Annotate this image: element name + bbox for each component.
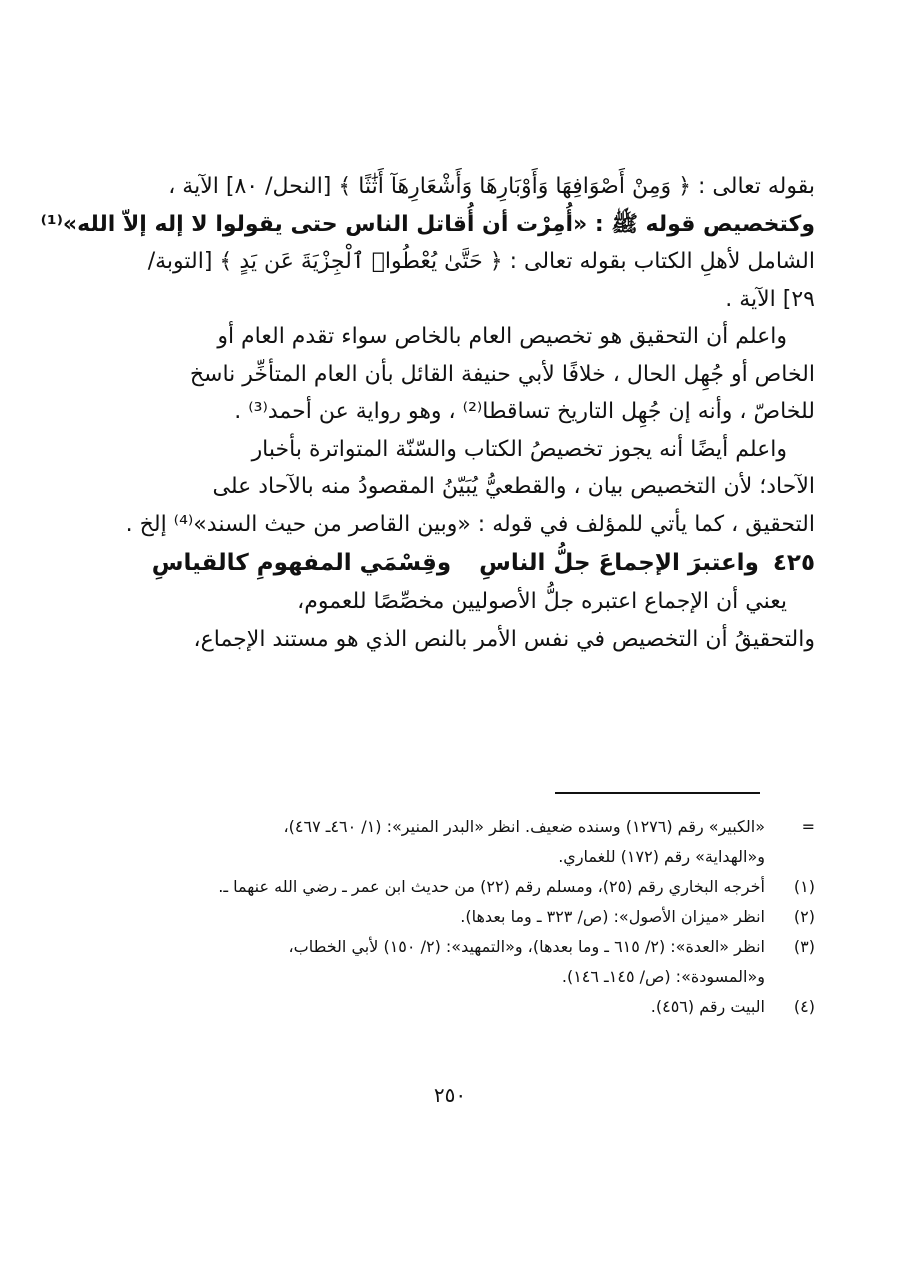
footnote-item (95, 842, 815, 872)
footnote-text: البيت رقم (٤٥٦). (650, 997, 765, 1016)
footnote-item (95, 812, 815, 842)
footnote-mark: (٣) (793, 937, 815, 956)
text-line-6: الخاص أو جُهِل الحال ، خلافًا لأبي حنيفة القائل بأن العام المتأخِّر ناسخ (189, 361, 815, 387)
text-line-9: الآحاد؛ لأن التخصيص بيان ، والقطعيُّ يُبَيّنُ المقصودُ منه بالآحاد على (212, 474, 815, 499)
footnote-mark: (٤) (793, 997, 815, 1016)
footnote-mark: (١) (793, 877, 815, 896)
text-line-3: الشامل لأهلِ الكتاب بقوله تعالى : ﴿ حَتَّىٰ يُعْطُوا۟ ٱلْجِزْيَةَ عَن يَدٍ ﴾ [التوبة/ (147, 249, 815, 274)
footnote-text: و«الهداية» رقم (١٧٢) للغماري. (558, 847, 765, 866)
footnote-text: و«المسودة»: (ص/ ١٤٥ـ ١٤٦). (561, 967, 765, 986)
text-line-5: واعلم أن التحقيق هو تخصيص العام بالخاص سواء تقدم العام أو (217, 324, 787, 349)
footnote-item (95, 872, 815, 902)
text-line-4: ٢٩] الآية . (725, 286, 815, 312)
footnote-item (95, 932, 815, 962)
footnote-mark: = (801, 817, 815, 836)
footnote-item (95, 962, 815, 992)
text-line-2: وكتخصيص قوله ﷺ : «أُمِرْت أن أُقاتل الناس حتى يقولوا لا إله إلاّ الله»⁽¹⁾ (40, 211, 815, 237)
footnote-text: أخرجه البخاري رقم (٢٥)، ومسلم رقم (٢٢) من حديث ابن عمر ـ رضي الله عنهما ـ. (218, 877, 765, 896)
footnote-text: «الكبير» رقم (١٢٧٦) وسنده ضعيف. انظر «البدر المنير»: (١/ ٤٦٠ـ ٤٦٧)، (283, 817, 765, 836)
footnote-separator (555, 792, 760, 794)
text-line-8: واعلم أيضًا أنه يجوز تخصيصُ الكتاب والسّنّة المتواترة بأخبار (251, 436, 787, 462)
footnote-item (95, 902, 815, 932)
page-number: ٢٥٠ (433, 1083, 467, 1107)
footnote-mark (765, 962, 815, 992)
main-text (40, 168, 815, 658)
text-line-10: التحقيق ، كما يأتي للمؤلف في قوله : «وبين القاصر من حيث السند»⁽⁴⁾ إلخ . (125, 511, 815, 537)
text-line-7: للخاصّ ، وأنه إن جُهِل التاريخ تساقطا⁽²⁾ ، وهو رواية عن أحمد⁽³⁾ . (234, 399, 815, 424)
text-line-1: بقوله تعالى : ﴿ وَمِنْ أَصْوَافِهَا وَأَوْبَارِهَا وَأَشْعَارِهَآ أَثَٰثًا ﴾ [النحل/ ٨٠] الآية ، (168, 174, 815, 199)
footnote-mark: (٢) (793, 907, 815, 926)
footnote-text: انظر «العدة»: (٢/ ٦١٥ ـ وما بعدها)، و«التمهيد»: (٢/ ١٥٠) لأبي الخطاب، (288, 937, 765, 956)
footnote-text: انظر «ميزان الأصول»: (ص/ ٣٢٣ ـ وما بعدها). (460, 907, 765, 926)
footnote-mark (765, 842, 815, 872)
verse-hemistich-2: وقِسْمَي المفهومِ كالقياسِ (151, 550, 452, 576)
footnote-item (95, 992, 815, 1022)
verse-number: ٤٢٥ (772, 550, 815, 576)
text-line-12: والتحقيقُ أن التخصيص في نفس الأمر بالنص الذي هو مستند الإجماع، (193, 626, 815, 652)
verse-line (95, 543, 815, 583)
verse-hemistich-1: واعتبرَ الإجماعَ جلُّ الناسِ (479, 550, 759, 576)
footnotes (95, 812, 815, 1022)
text-line-11: يعني أن الإجماع اعتبره جلُّ الأصوليين مخصِّصًا للعموم، (297, 589, 787, 614)
